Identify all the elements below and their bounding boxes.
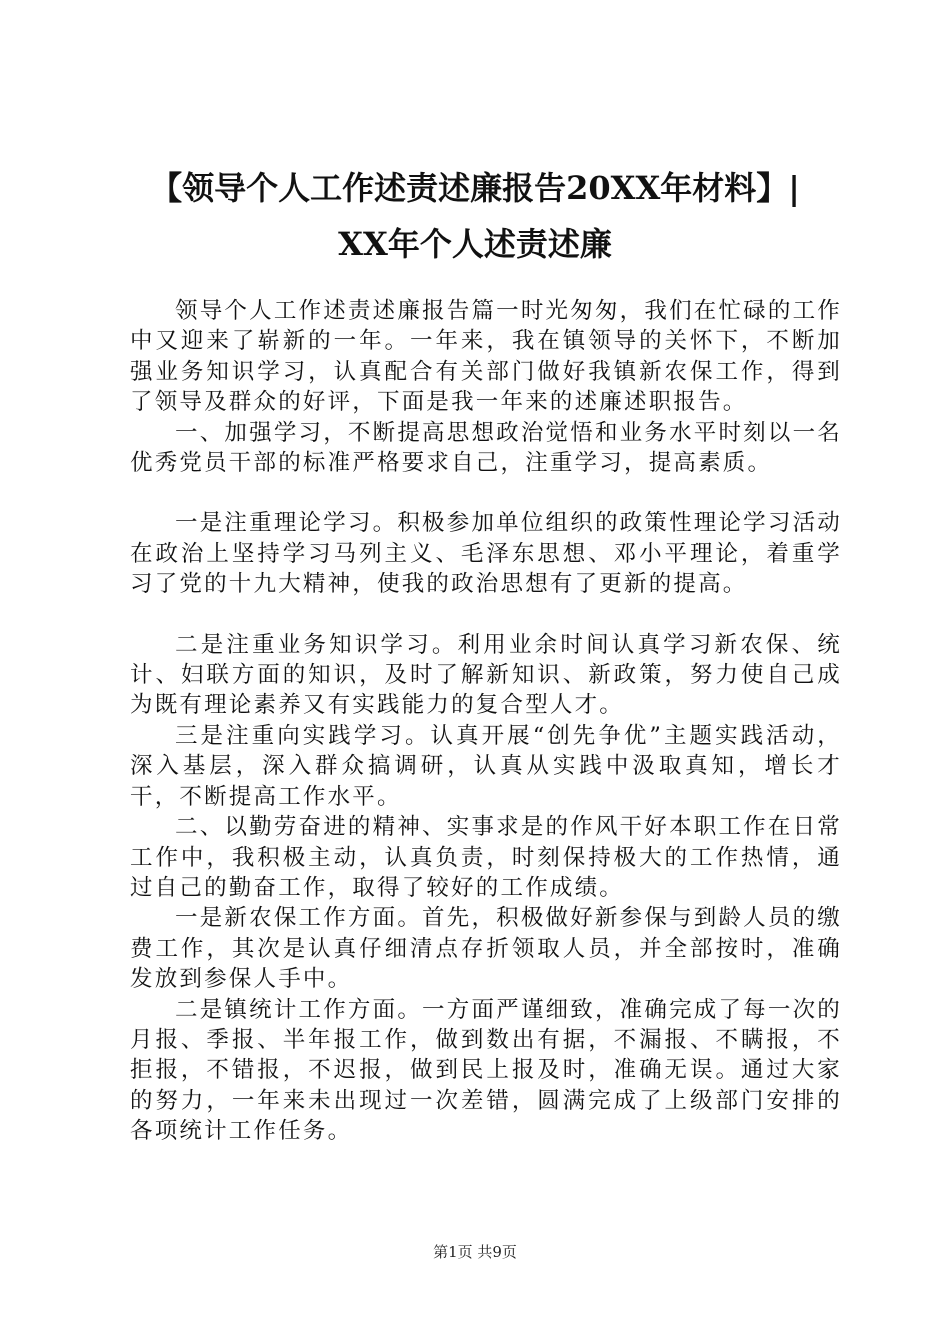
paragraph-section-2: 二、以勤劳奋进的精神、实事求是的作风干好本职工作在日常工作中，我积极主动，认真负责，时刻保持极大的工作热情，通过自己的勤奋工作，取得了较好的工作成绩。 (130, 814, 842, 901)
paragraph-section-1: 一、加强学习，不断提高思想政治觉悟和业务水平时刻以一名优秀党员干部的标准严格要求自己，注重学习，提高素质。 (130, 419, 842, 477)
paragraph-practice-study: 三是注重向实践学习。认真开展“创先争优”主题实践活动，深入基层，深入群众搞调研，认真从实践中汲取真知，增长才干，不断提高工作水平。 (130, 722, 842, 810)
document-title (100, 160, 850, 272)
paragraph-statistics: 二是镇统计工作方面。一方面严谨细致，准确完成了每一次的月报、季报、半年报工作，做到数出有据，不漏报、不瞒报，不拒报，不错报，不迟报，做到民上报及时，准确无误。通过大家的努力，一年来未出现过一次差错，圆满完成了上级部门安排的各项统计工作任务。 (130, 996, 842, 1145)
title-line-1: 【领导个人工作述责述廉报告20XX年材料】| (150, 169, 800, 207)
page-footer: 第1页 共9页 (433, 1243, 517, 1261)
paragraph-business-study: 二是注重业务知识学习。利用业余时间认真学习新农保、统计、妇联方面的知识，及时了解新知识、新政策，努力使自己成为既有理论素养又有实践能力的复合型人才。 (130, 631, 842, 719)
paragraph-theory-study: 一是注重理论学习。积极参加单位组织的政策性理论学习活动在政治上坚持学习马列主义、毛泽东思想、邓小平理论，着重学习了党的十九大精神，使我的政治思想有了更新的提高。 (130, 510, 842, 598)
title-line-2: XX年个人述责述廉 (338, 225, 612, 263)
document-body (130, 296, 842, 1147)
paragraph-rural-insurance: 一是新农保工作方面。首先，积极做好新参保与到龄人员的缴费工作，其次是认真仔细清点存折领取人员，并全部按时，准确发放到参保人手中。 (130, 905, 842, 993)
paragraph-intro: 领导个人工作述责述廉报告篇一时光匆匆，我们在忙碌的工作中又迎来了崭新的一年。一年来，我在镇领导的关怀下，不断加强业务知识学习，认真配合有关部门做好我镇新农保工作，得到了领导及群众的好评，下面是我一年来的述廉述职报告。 (130, 298, 842, 416)
